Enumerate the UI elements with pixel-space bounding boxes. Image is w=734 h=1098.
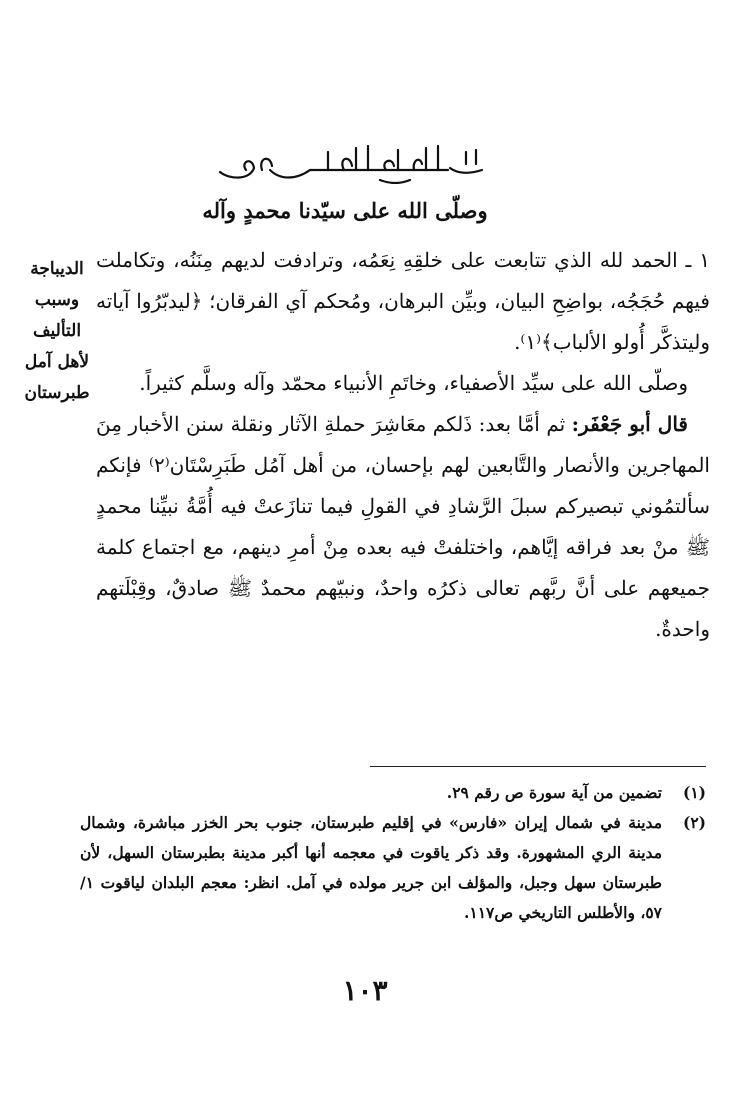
margin-note-line: التأليف	[32, 321, 82, 341]
footnote-number: (٢)	[682, 813, 706, 832]
margin-note-line: الديباجة	[30, 259, 84, 279]
paragraph-1: ١ ـ الحمد لله الذي تتابعت على خلقِهِ نِعَمُه، وترادفت لديهم مِنَنُه، وتكاملت فيهم حُجَجُه، بواضِحِ البيان، وبيِّن البرهان، ومُحكم آي الفرقان؛ ﴿ليدبّرُوا آياته وليتذكَّر أُولو الألباب﴾⁽١⁾.	[96, 248, 710, 354]
paragraph-2: وصلّى الله على سيِّد الأصفياء، وخاتَمِ الأنبياء محمّد وآله وسلَّم كثيراً.	[139, 371, 688, 395]
basmala-calligraphy	[200, 140, 490, 184]
footnote-number: (١)	[682, 783, 706, 802]
footnotes	[80, 778, 706, 928]
margin-note-line: طبرستان	[24, 383, 90, 403]
footnote	[80, 808, 706, 928]
salutation-line: وصلّى الله على سيّدنا محمدٍ وآله	[202, 198, 488, 223]
margin-note-line: لأهل آمل	[24, 352, 90, 372]
basmala-calligraphy-icon	[200, 140, 490, 184]
page-number: ١٠٣	[342, 974, 388, 1007]
footnote-text: تضمين من آية سورة ص رقم ٢٩.	[446, 783, 662, 802]
paragraph-3	[96, 404, 710, 650]
footnote-divider	[370, 766, 706, 767]
margin-note	[16, 254, 98, 409]
margin-note-line: وسبب	[34, 290, 80, 310]
paragraph-3-lead: قال أبو جَعْفَر:	[571, 412, 688, 436]
paragraph-3-body: ثم أمَّا بعد: ذَلكم معَاشِرَ حملةِ الآثار ونقلة سنن الأخبار مِنَ المهاجرين والأنصار والتَّابعين لهم بإحسان، من أهل آمُل طَبَرِسْتَان⁽٢⁾ فإنكم سألتمُوني تبصيركم سبلَ الرَّشادِ في القولِ فيما تنازَعتْ فيه أُمَّةُ نبيِّنا محمدٍ ﷺ منْ بعد فراقه إيَّاهم، واختلفتْ فيه بعده مِنْ أمرِ دينهم، مع اجتماع كلمة جميعهم على أنَّ ربَّهم تعالى ذكرُه واحدٌ، ونبيّهم محمدٌ ﷺ صادقٌ، وقِبْلَتهم واحدةٌ.	[96, 412, 710, 641]
footnote-text: مدينة في شمال إيران «فارس» في إقليم طبرستان، جنوب بحر الخزر مباشرة، وشمال مدينة الري المشهورة. وقد ذكر ياقوت في معجمه أنها أكبر مدينة بطبرستان السهل، لأن طبرستان سهل وجبل، والمؤلف ابن جرير مولده في آمل. انظر: معجم البلدان لياقوت ١/ ٥٧، والأطلس التاريخي ص١١٧.	[80, 813, 662, 922]
footnote	[80, 778, 706, 808]
main-text	[96, 240, 710, 740]
